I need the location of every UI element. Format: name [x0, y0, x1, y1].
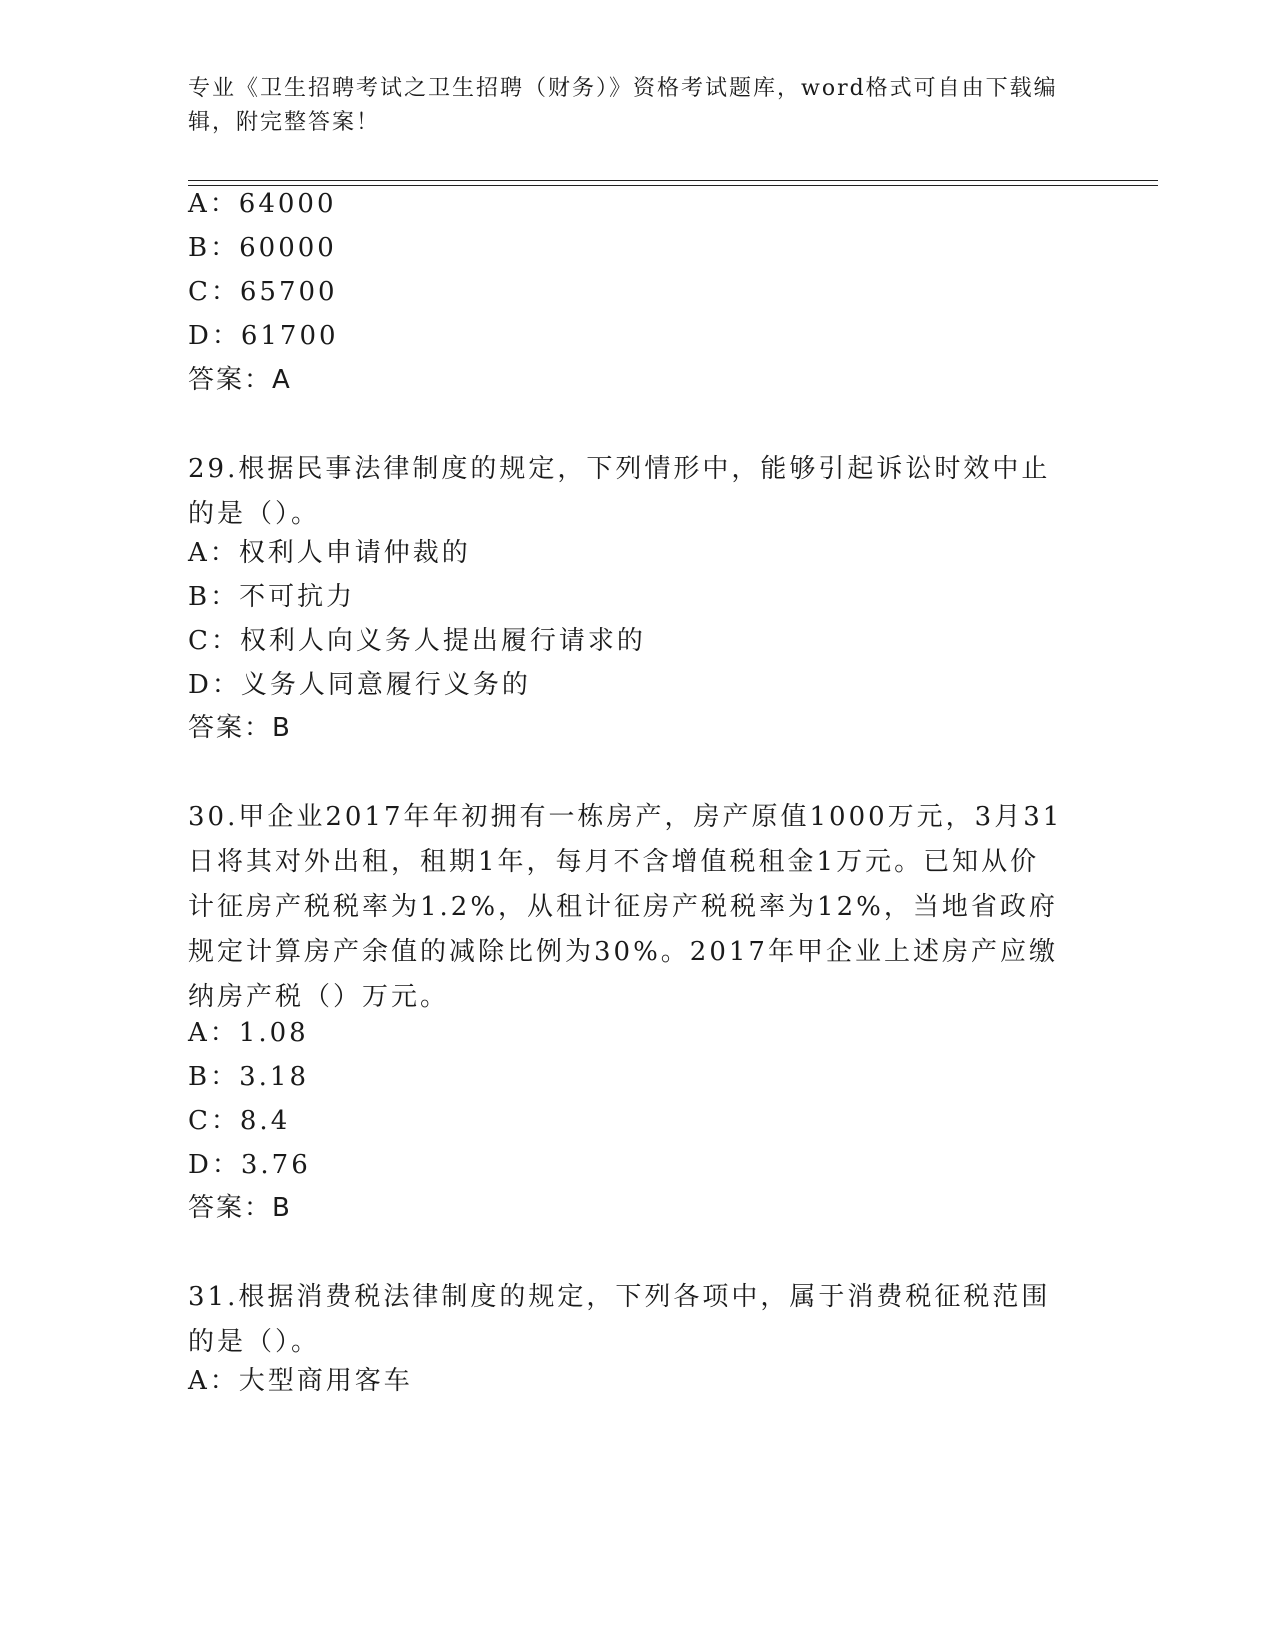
q28-option-d: D：61700	[188, 321, 339, 351]
q30-option-a: A：1.08	[188, 1018, 309, 1048]
document-header: 专业《卫生招聘考试之卫生招聘（财务）》资格考试题库，word格式可自由下载编辑，附完整答案！	[188, 76, 1058, 135]
q29-stem: 29.根据民事法律制度的规定，下列情形中，能够引起诉讼时效中止的是（）。	[188, 454, 1051, 529]
q30-option-d: D：3.76	[188, 1150, 311, 1180]
q29-option-c: C：权利人向义务人提出履行请求的	[188, 626, 646, 656]
q30-stem: 30.甲企业2017年年初拥有一栋房产，房产原值1000万元，3月31日将其对外出租，租期1年，每月不含增值税租金1万元。已知从价计征房产税税率为1.2%，从租计征房产税税率为12%，当地省政府规定计算房产余值的减除比例为30%。2017年甲企业上述房产应缴纳房产税（）万元。	[188, 802, 1063, 1012]
q31-option-a: A：大型商用客车	[188, 1366, 413, 1396]
q28-option-b: B：60000	[188, 233, 337, 263]
q29-option-d: D：义务人同意履行义务的	[188, 670, 531, 700]
q30-option-b: B：3.18	[188, 1062, 309, 1092]
q29-answer: 答案：B	[188, 713, 292, 743]
q30-option-c: C：8.4	[188, 1106, 291, 1136]
q28-answer: 答案：A	[188, 365, 292, 395]
q29-option-b: B：不可抗力	[188, 582, 356, 612]
q29-option-a: A：权利人申请仲裁的	[188, 538, 471, 568]
q31-stem: 31.根据消费税法律制度的规定，下列各项中，属于消费税征税范围的是（）。	[188, 1282, 1051, 1357]
q28-option-a: A：64000	[188, 189, 337, 219]
q30-answer: 答案：B	[188, 1193, 292, 1223]
q28-option-c: C：65700	[188, 277, 338, 307]
header-rule-top	[188, 180, 1158, 181]
